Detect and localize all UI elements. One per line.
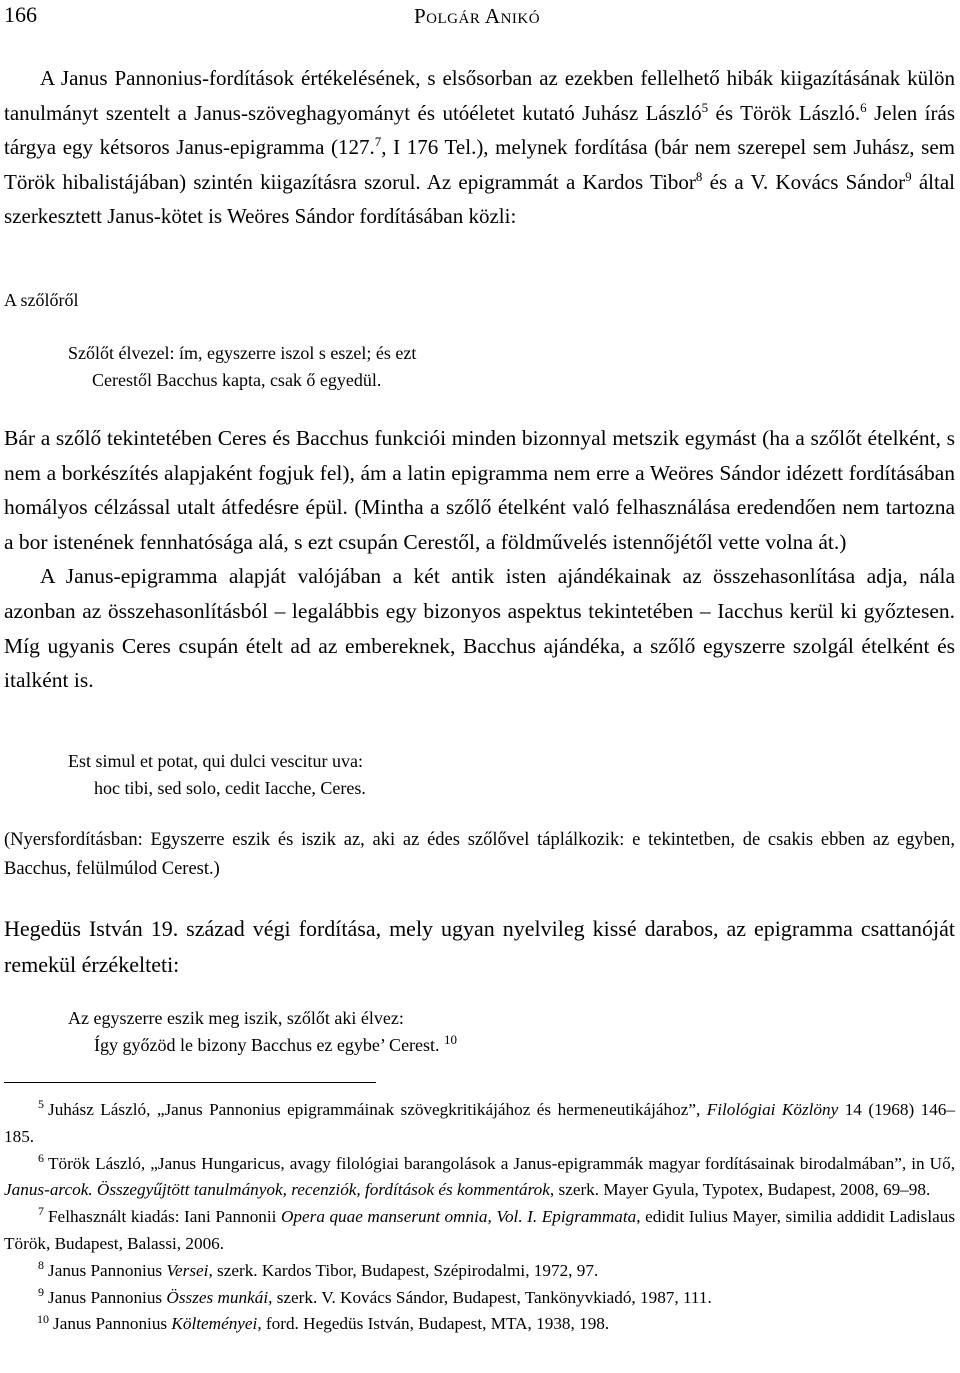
footnote-text: 14 (1968) 146–185.	[4, 1100, 955, 1146]
verse-line: Est simul et potat, qui dulci vescitur uva:	[68, 751, 363, 771]
verse-line: Cerestől Bacchus kapta, csak ő egyedül.	[92, 370, 382, 390]
footnote-8	[4, 1258, 955, 1285]
verse-hegedus	[68, 1005, 457, 1059]
footnote-number: 10	[37, 1311, 49, 1326]
verse-line: Szőlőt élvezel: ím, egyszerre iszol s eszel; és ezt	[68, 343, 417, 363]
footnote-ref-7[interactable]: 7	[374, 134, 382, 150]
footnote-title: Filológiai Közlöny	[706, 1100, 839, 1119]
footnote-number: 5	[38, 1097, 44, 1112]
footnote-title: Opera quae manserunt omnia, Vol. I. Epigrammata	[281, 1207, 637, 1227]
running-head-author: Polgár Anikó	[414, 4, 541, 28]
footnote-6	[4, 1151, 955, 1205]
verse-latin	[68, 748, 366, 802]
footnote-9	[4, 1285, 955, 1312]
footnote-text: Török László, „Janus Hungaricus, avagy filológiai barangolások a Janus-epigrammák magyar fordításainak birodalmában”, in Uő,	[48, 1153, 955, 1173]
para1-text-3: Jelen írás tárgya egy kétsoros Janus-epigramma (127.	[4, 100, 955, 160]
page-number: 166	[4, 2, 37, 27]
footnote-text: , szerk. Kardos Tibor, Budapest, Szépirodalmi, 1972, 97.	[208, 1260, 599, 1280]
footnote-ref-9[interactable]: 9	[905, 168, 912, 184]
para1-text-5: és a V. Kovács Sándor	[702, 169, 906, 194]
para1-text-4: , I 176 Tel.), melynek fordítása (bár nem szerepel sem Juhász, sem Török hibalistájában) szintén kiigazításra szorul. Az epigrammát a Kardos Tibor	[4, 135, 956, 194]
footnote-10	[4, 1311, 955, 1338]
verse-line: hoc tibi, sed solo, cedit Iacche, Ceres.	[94, 778, 366, 798]
footnote-text: Janus Pannonius	[48, 1287, 167, 1307]
footnote-number: 9	[38, 1284, 44, 1299]
footnote-text: Juhász László, „Janus Pannonius epigrammáinak szövegkritikájához és hermeneutikájához”,	[48, 1100, 707, 1119]
paragraph-analysis	[4, 421, 955, 698]
analysis-text-2	[4, 559, 955, 697]
analysis-text-1: Bár a szőlő tekintetében Ceres és Bacchus funkciói minden bizonnyal metszik egymást (ha a szőlőt ételként, s nem a borkészítés alapjaként fogjuk fel), ám a latin epigramma nem erre a Weöres Sándor idézett fordításában homályos célzással utalt átfedésre épül. (Mintha a szőlő ételként való felhasználása eredendően nem tartozna a bor istenének fennhatósága alá, s ezt csupán Cerestől, a földművelés istennőjétől vette volna át.)	[4, 426, 955, 554]
para1-text-1: A Janus Pannonius-fordítások értékelésének, s elsősorban az ezekben fellelhető hibák kiigazításának külön tanulmányt szentelt a Janus-szöveghagyományt és utóéletet kutató Juhász László	[4, 66, 955, 125]
footnote-number: 8	[38, 1258, 44, 1273]
prose-translation: (Nyersfordításban: Egyszerre eszik és iszik az, aki az édes szőlővel táplálkozik: e tekintetben, de csakis ebben az egyben, Bacchus, felülmúlod Cerest.)	[4, 830, 955, 879]
footnote-7	[4, 1204, 955, 1258]
footnote-text: Janus Pannonius	[53, 1314, 172, 1334]
footnote-title: Janus-arcok. Összegyűjtött tanulmányok, recenziók, fordítások és kommentárok	[4, 1180, 550, 1200]
para1-text-2: és Török László.	[708, 100, 861, 125]
footnote-ref-6[interactable]: 6	[860, 99, 867, 115]
footnote-text: , szerk. V. Kovács Sándor, Budapest, Tankönyvkiadó, 1987, 111.	[268, 1287, 712, 1307]
footnote-ref-8[interactable]: 8	[695, 168, 703, 184]
footnote-text: Janus Pannonius	[48, 1260, 167, 1280]
footnote-5	[4, 1097, 955, 1151]
footnote-separator	[4, 1082, 376, 1083]
analysis-text-2-content: A Janus-epigramma alapját valójában a két antik isten ajándékainak az összehasonlítása adja, nála azonban az összehasonlításból – legalábbis egy bizonyos aspektus tekintetében – Iacchus kerül ki győztesen. Míg ugyanis Ceres csupán ételt ad az embereknek, Bacchus ajándéka, a szőlő egyszerre szolgál ételként és italként is.	[4, 564, 955, 693]
footnote-text: Felhasznált kiadás: Iani Pannonii	[48, 1207, 281, 1227]
footnote-text: , szerk. Mayer Gyula, Typotex, Budapest, 2008, 69–98.	[549, 1180, 931, 1200]
verse-line-text: Így győzöd le bizony Bacchus ez egybe’ Cerest.	[94, 1035, 440, 1055]
para1-text-6: által szerkesztett Janus-kötet is Weöres Sándor fordításában közli:	[4, 169, 955, 229]
page-header	[4, 2, 960, 32]
footnote-ref-10[interactable]: 10	[444, 1032, 458, 1047]
footnote-number: 7	[38, 1204, 44, 1219]
footnote-text: , edidit Iulius Mayer, similia addidit Ladislaus Török, Budapest, Balassi, 2006.	[4, 1207, 956, 1253]
footnote-title: Összes munkái	[166, 1287, 269, 1307]
footnote-number: 6	[38, 1150, 44, 1165]
verse-line: Az egyszerre eszik meg iszik, szőlőt aki élvez:	[68, 1008, 404, 1028]
footnote-ref-5[interactable]: 5	[701, 99, 709, 115]
paragraph-hegedus: Hegedüs István 19. század végi fordítása, mely ugyan nyelvileg kissé darabos, az epigramma csattanóját remekül érzékelteti:	[4, 916, 955, 977]
verse-line	[68, 1032, 457, 1059]
paragraph-intro	[4, 61, 955, 234]
footnote-text: , ford. Hegedüs István, Budapest, MTA, 1938, 198.	[257, 1314, 610, 1334]
footnote-title: Versei	[166, 1260, 209, 1280]
verse-title: A szőlőről	[4, 290, 79, 310]
verse-weores	[68, 340, 416, 394]
footnotes	[4, 1097, 955, 1338]
footnote-title: Költeményei	[171, 1314, 258, 1334]
